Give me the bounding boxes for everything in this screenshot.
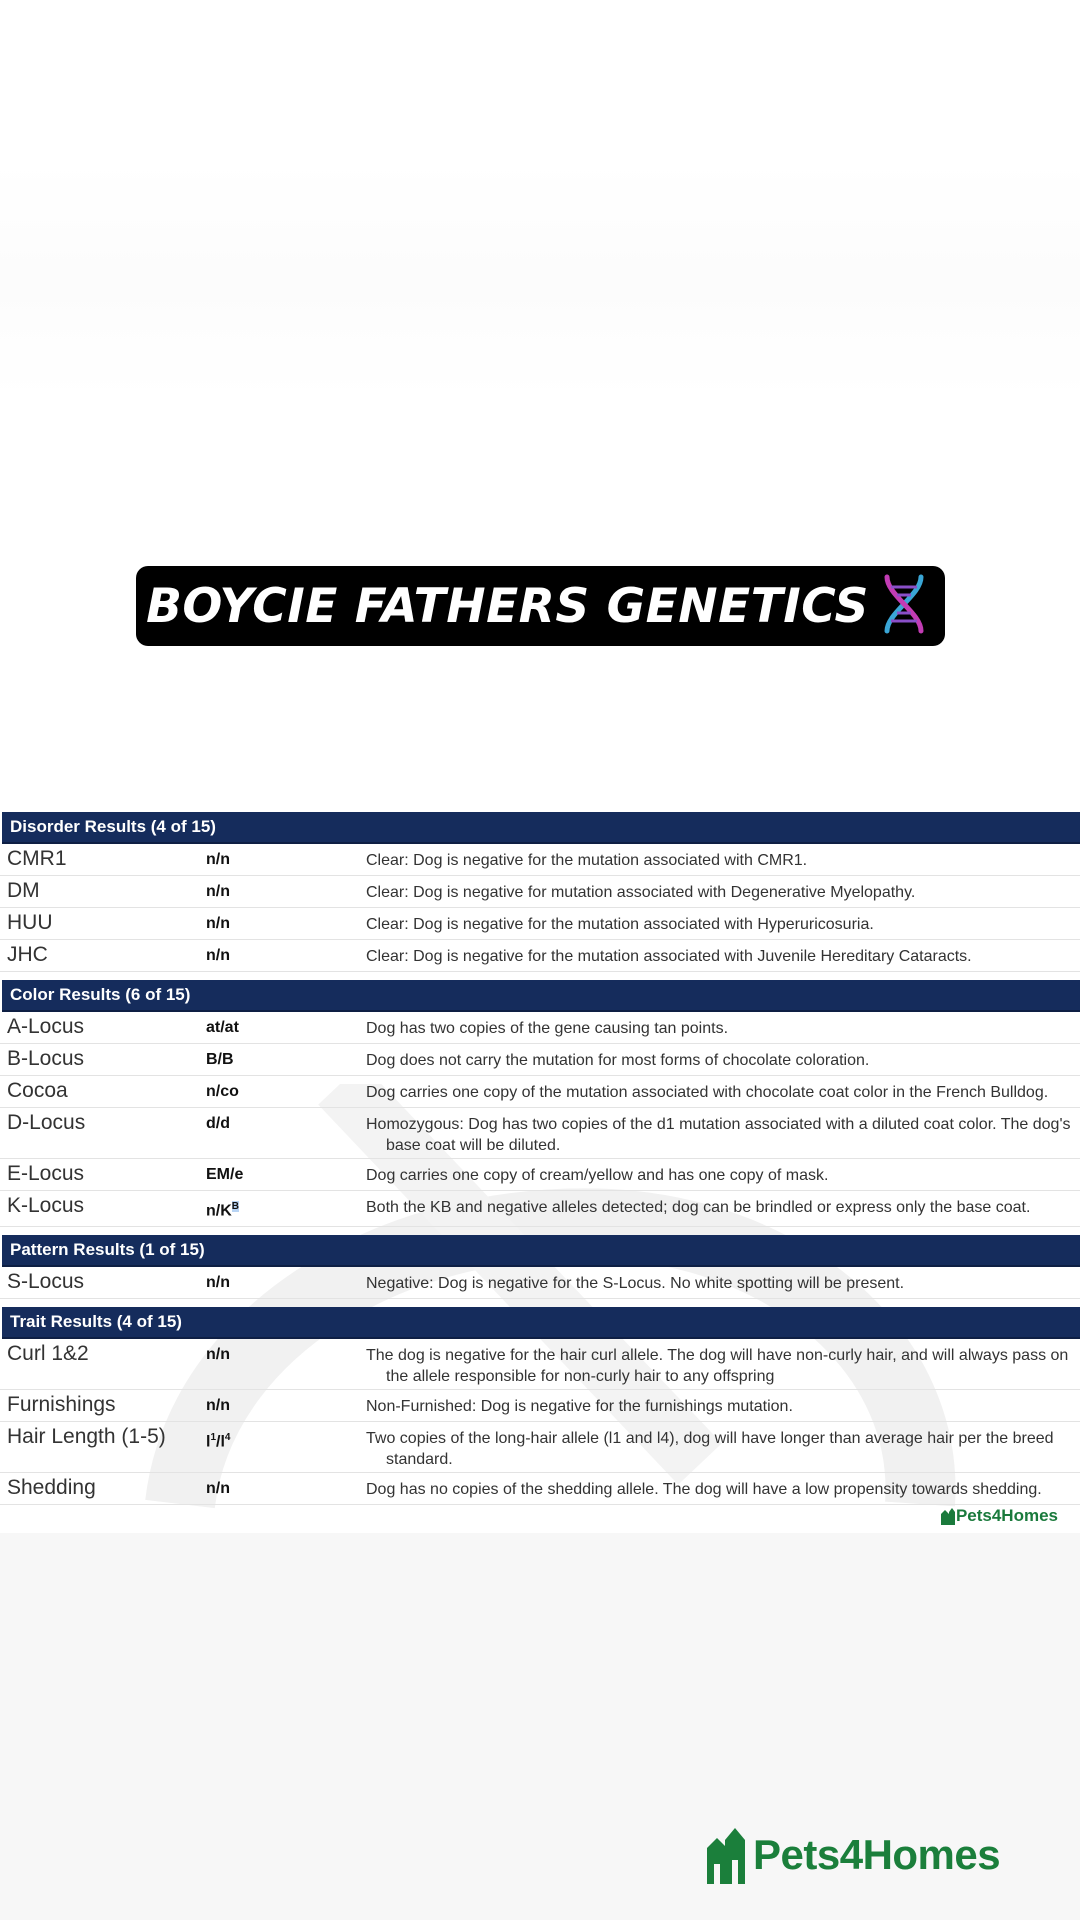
section-header: Pattern Results (1 of 15) bbox=[2, 1235, 1080, 1267]
table-row bbox=[0, 1044, 1080, 1076]
genotype: n/n bbox=[206, 851, 230, 868]
genotype-part-b: /l bbox=[216, 1433, 225, 1451]
table-row bbox=[0, 940, 1080, 972]
genotype: n/n bbox=[206, 883, 230, 900]
locus-name: Shedding bbox=[7, 1476, 96, 1500]
genetics-results-document bbox=[0, 804, 1080, 1534]
result-description: Negative: Dog is negative for the S-Locus. No white spotting will be present. bbox=[366, 1275, 905, 1293]
locus-name: D-Locus bbox=[7, 1111, 86, 1134]
house-pet-icon bbox=[940, 1507, 956, 1525]
genotype-base: n/K bbox=[206, 1202, 232, 1220]
table-row bbox=[0, 876, 1080, 908]
banner-title: BOYCIE FATHERS GENETICS bbox=[146, 578, 869, 634]
result-description: Clear: Dog is negative for the mutation associated with Hyperuricosuria. bbox=[366, 916, 874, 933]
genotype: n/n bbox=[206, 915, 230, 932]
result-description: Clear: Dog is negative for the mutation associated with CMR1. bbox=[366, 852, 808, 869]
section-disorder-results bbox=[0, 812, 1080, 972]
section-pattern-results bbox=[0, 1235, 1080, 1299]
locus-name: K-Locus bbox=[7, 1194, 85, 1217]
table-row bbox=[0, 1108, 1080, 1159]
result-description: Dog carries one copy of cream/yellow and has one copy of mask. bbox=[366, 1167, 829, 1184]
genotype-sup-b: 4 bbox=[224, 1432, 231, 1444]
genotype bbox=[206, 1194, 366, 1224]
table-row bbox=[0, 1012, 1080, 1044]
background-fade bbox=[0, 160, 1080, 400]
title-banner bbox=[136, 566, 945, 646]
locus-name: B-Locus bbox=[7, 1047, 85, 1070]
genotype: n/n bbox=[206, 947, 230, 964]
genotype-part-a: l bbox=[206, 1433, 211, 1451]
genotype: d/d bbox=[206, 1115, 230, 1132]
locus-name: A-Locus bbox=[7, 1015, 85, 1038]
result-description: Clear: Dog is negative for the mutation associated with Juvenile Hereditary Cataracts. bbox=[366, 948, 972, 965]
locus-name: JHC bbox=[7, 943, 48, 966]
locus-name: Cocoa bbox=[7, 1079, 68, 1102]
table-row bbox=[0, 844, 1080, 876]
genotype: n/co bbox=[206, 1083, 239, 1100]
locus-name: S-Locus bbox=[7, 1270, 85, 1294]
document-logo-text: Pets4Homes bbox=[955, 1506, 1058, 1525]
result-description: Clear: Dog is negative for mutation associated with Degenerative Myelopathy. bbox=[366, 884, 916, 901]
section-header: Trait Results (4 of 15) bbox=[2, 1307, 1080, 1339]
table-row bbox=[0, 1267, 1080, 1299]
genotype-superscript: B bbox=[231, 1201, 240, 1212]
dna-icon bbox=[873, 573, 935, 640]
genotype: n/n bbox=[206, 1397, 230, 1415]
result-description: Homozygous: Dog has two copies of the d1 mutation associated with a diluted coat color. The dog's base coat will be diluted. bbox=[366, 1116, 1071, 1154]
result-description: Non-Furnished: Dog is negative for the furnishings mutation. bbox=[366, 1398, 793, 1416]
genotype: EM/e bbox=[206, 1166, 244, 1183]
genotype: n/n bbox=[206, 1346, 230, 1364]
locus-name: DM bbox=[7, 879, 40, 902]
result-description: Dog does not carry the mutation for most forms of chocolate coloration. bbox=[366, 1052, 870, 1069]
footer-pets4homes-logo bbox=[705, 1826, 1000, 1884]
table-row bbox=[0, 1390, 1080, 1422]
table-row bbox=[0, 1191, 1080, 1227]
genotype: B/B bbox=[206, 1051, 234, 1068]
result-description: Dog carries one copy of the mutation associated with chocolate coat color in the French Bulldog. bbox=[366, 1084, 1049, 1101]
genotype-sup-a: 1 bbox=[210, 1432, 217, 1444]
table-row bbox=[0, 1159, 1080, 1191]
result-description: Both the KB and negative alleles detected; dog can be brindled or express only the base coat. bbox=[366, 1199, 1031, 1216]
table-row bbox=[0, 908, 1080, 940]
table-row bbox=[0, 1473, 1080, 1505]
table-row bbox=[0, 1422, 1080, 1473]
section-header: Disorder Results (4 of 15) bbox=[2, 812, 1080, 844]
locus-name: HUU bbox=[7, 911, 53, 934]
locus-name: CMR1 bbox=[7, 847, 67, 870]
locus-name: E-Locus bbox=[7, 1162, 85, 1185]
locus-name: Hair Length (1-5) bbox=[7, 1425, 166, 1449]
result-description: The dog is negative for the hair curl allele. The dog will have non-curly hair, and will always pass on the allele responsible for non-curly hair to any offspring bbox=[366, 1347, 1069, 1386]
genotype bbox=[206, 1425, 366, 1455]
locus-name: Curl 1&2 bbox=[7, 1342, 89, 1366]
document-pets4homes-logo bbox=[940, 1506, 1058, 1526]
result-description: Two copies of the long-hair allele (l1 and l4), dog will have longer than average hair per the breed standard. bbox=[366, 1430, 1054, 1469]
result-description: Dog has no copies of the shedding allele. The dog will have a low propensity towards shedding. bbox=[366, 1481, 1042, 1499]
section-color-results bbox=[0, 980, 1080, 1227]
section-trait-results bbox=[0, 1307, 1080, 1505]
pets4homes-logo-icon bbox=[705, 1826, 747, 1884]
footer-logo-text: Pets4Homes bbox=[753, 1831, 1001, 1878]
genotype: n/n bbox=[206, 1480, 230, 1498]
genotype: n/n bbox=[206, 1274, 230, 1292]
genotype: at/at bbox=[206, 1019, 239, 1036]
locus-name: Furnishings bbox=[7, 1393, 116, 1417]
result-description: Dog has two copies of the gene causing tan points. bbox=[366, 1020, 729, 1037]
table-row bbox=[0, 1339, 1080, 1390]
table-row bbox=[0, 1076, 1080, 1108]
section-header: Color Results (6 of 15) bbox=[2, 980, 1080, 1012]
